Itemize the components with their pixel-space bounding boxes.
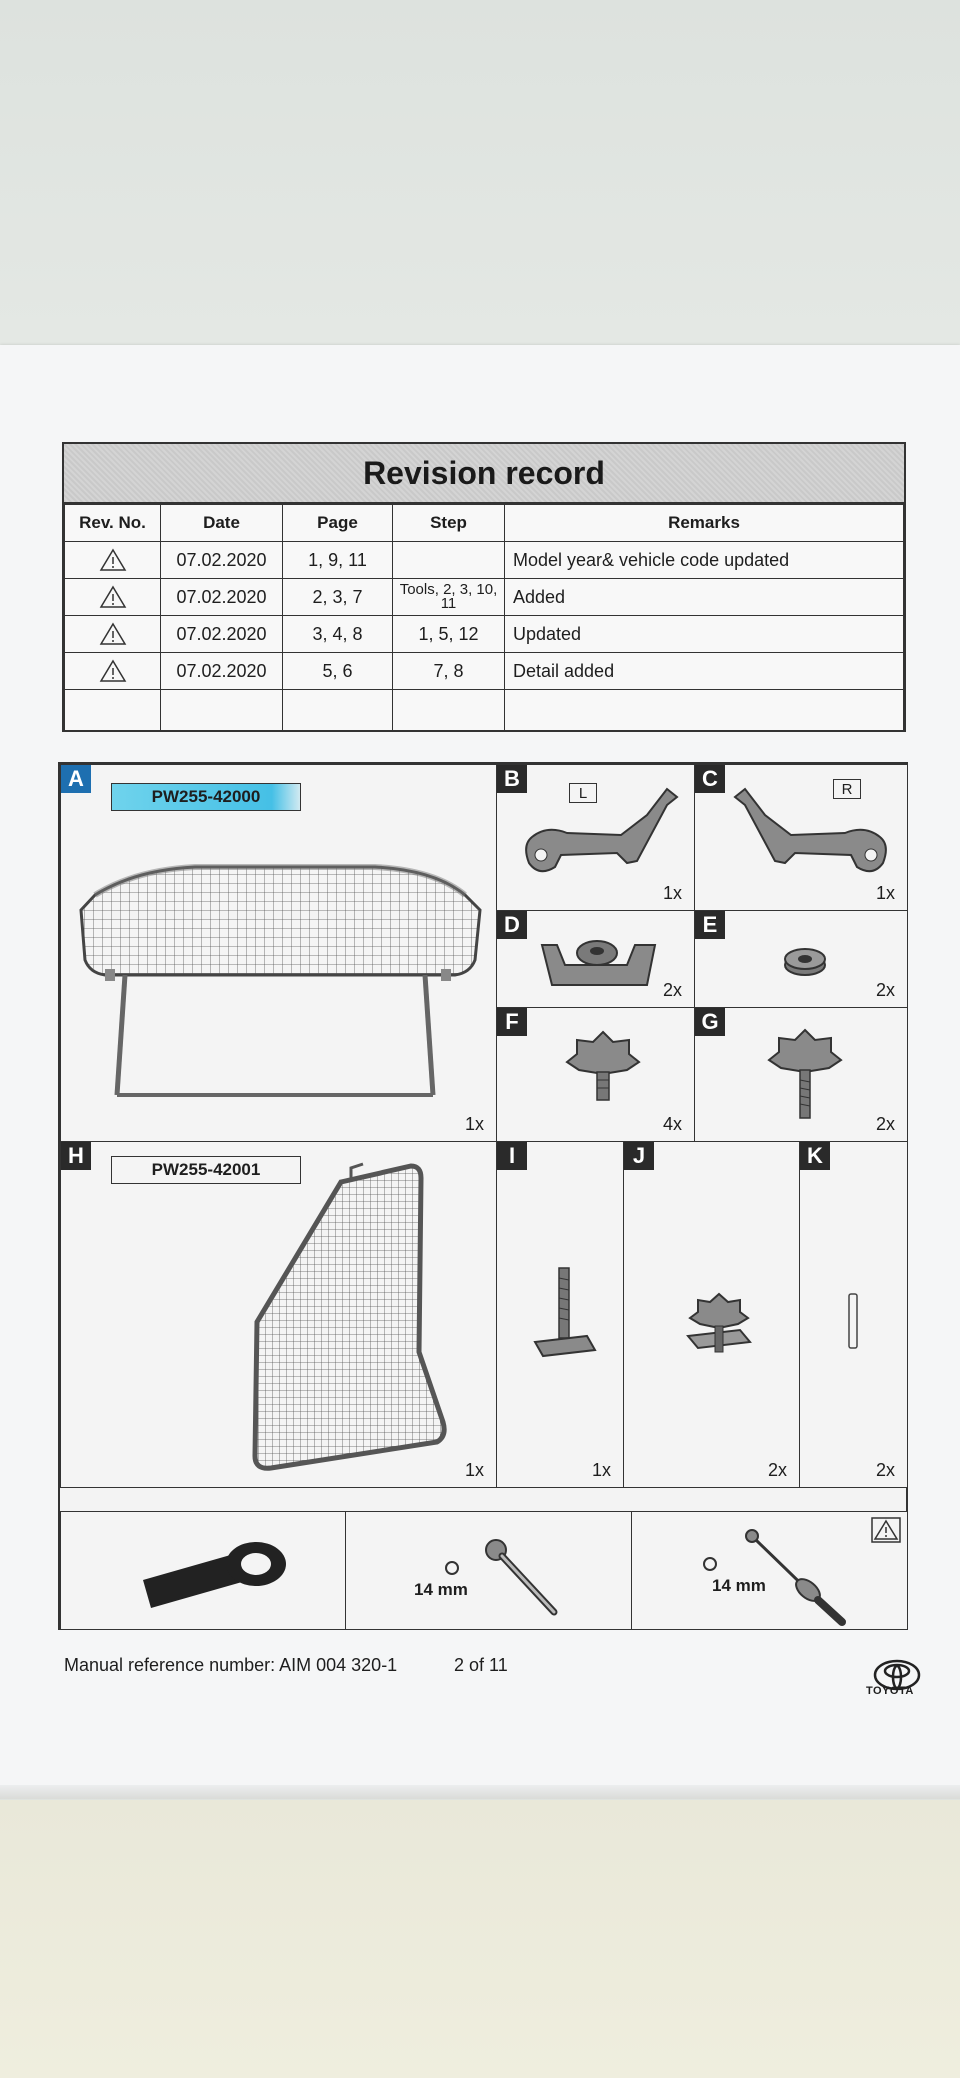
part-quantity: 1x bbox=[464, 1114, 484, 1134]
part-letter: H bbox=[61, 1142, 91, 1170]
part-number: PW255-42001 bbox=[111, 1156, 301, 1184]
table-row bbox=[65, 653, 904, 690]
part-letter: J bbox=[624, 1142, 654, 1170]
part-letter: D bbox=[497, 911, 527, 939]
part-E-cell bbox=[694, 910, 908, 1008]
part-quantity: 1x bbox=[662, 883, 682, 903]
part-letter: E bbox=[695, 911, 725, 939]
side-grille-panel-icon bbox=[251, 1152, 451, 1482]
rev-cell bbox=[65, 616, 161, 653]
table-row-empty bbox=[65, 690, 904, 731]
manual-reference-number: Manual reference number: AIM 004 320-1 bbox=[64, 1655, 398, 1675]
tool-cell-ratchet bbox=[345, 1511, 632, 1630]
tool-cell-torque-wrench bbox=[631, 1511, 908, 1630]
tool-size-label: 14 mm bbox=[712, 1576, 766, 1595]
rev-cell bbox=[65, 653, 161, 690]
brand-name: TOYOTA bbox=[866, 1685, 914, 1697]
part-number: PW255-42000 bbox=[111, 783, 301, 811]
table-row bbox=[65, 616, 904, 653]
column-header: Date bbox=[161, 505, 283, 542]
star-knob-bolt-icon bbox=[765, 1026, 845, 1126]
table-row bbox=[65, 579, 904, 616]
remarks-cell: Model year& vehicle code updated bbox=[505, 542, 904, 579]
revision-record-table bbox=[62, 442, 906, 732]
side-label: R bbox=[833, 779, 861, 799]
star-knob-icon bbox=[563, 1028, 643, 1108]
tool-size-label: 14 mm bbox=[414, 1580, 468, 1599]
column-header: Page bbox=[283, 505, 393, 542]
background-bottom bbox=[0, 1800, 960, 2078]
table-row bbox=[65, 542, 904, 579]
remarks-cell: Added bbox=[505, 579, 904, 616]
part-quantity: 1x bbox=[464, 1460, 484, 1480]
tool-cell-tape bbox=[60, 1511, 346, 1630]
date-cell: 07.02.2020 bbox=[161, 653, 283, 690]
part-H-cell bbox=[60, 1141, 497, 1488]
right-bracket-icon bbox=[725, 785, 895, 885]
washer-icon bbox=[783, 947, 827, 977]
page-cell: 3, 4, 8 bbox=[283, 616, 393, 653]
pin-icon bbox=[846, 1292, 860, 1352]
remarks-cell: Updated bbox=[505, 616, 904, 653]
tape-roll-icon bbox=[141, 1530, 291, 1610]
part-letter: G bbox=[695, 1008, 725, 1036]
column-header: Rev. No. bbox=[65, 505, 161, 542]
part-D-cell bbox=[496, 910, 695, 1008]
warning-triangle-icon bbox=[100, 623, 126, 645]
part-quantity: 2x bbox=[767, 1460, 787, 1480]
page-cell: 2, 3, 7 bbox=[283, 579, 393, 616]
table-header-row bbox=[65, 505, 904, 542]
clamp-nut-icon bbox=[537, 925, 667, 995]
part-C-cell bbox=[694, 764, 908, 911]
warning-triangle-icon bbox=[100, 586, 126, 608]
part-A-cell bbox=[60, 764, 497, 1142]
part-letter: A bbox=[61, 765, 91, 793]
step-cell: 7, 8 bbox=[393, 653, 505, 690]
column-header: Step bbox=[393, 505, 505, 542]
part-F-cell bbox=[496, 1007, 695, 1142]
date-cell: 07.02.2020 bbox=[161, 542, 283, 579]
part-G-cell bbox=[694, 1007, 908, 1142]
column-header: Remarks bbox=[505, 505, 904, 542]
part-quantity: 2x bbox=[875, 1114, 895, 1134]
warning-triangle-icon bbox=[100, 660, 126, 682]
date-cell: 07.02.2020 bbox=[161, 616, 283, 653]
part-quantity: 2x bbox=[875, 1460, 895, 1480]
ratchet-wrench-icon bbox=[436, 1532, 576, 1622]
torque-wrench-icon bbox=[702, 1524, 862, 1624]
warning-triangle-icon bbox=[100, 549, 126, 571]
step-cell: Tools, 2, 3, 10, 11 bbox=[393, 579, 505, 616]
part-letter: C bbox=[695, 765, 725, 793]
part-K-cell bbox=[799, 1141, 908, 1488]
date-cell: 07.02.2020 bbox=[161, 579, 283, 616]
knob-with-plate-icon bbox=[684, 1290, 754, 1360]
background-top bbox=[0, 0, 960, 345]
page-cell: 1, 9, 11 bbox=[283, 542, 393, 579]
step-cell bbox=[393, 542, 505, 579]
part-I-cell bbox=[496, 1141, 624, 1488]
page-edge bbox=[0, 1785, 960, 1799]
part-J-cell bbox=[623, 1141, 800, 1488]
part-quantity: 4x bbox=[662, 1114, 682, 1134]
part-B-cell bbox=[496, 764, 695, 911]
warning-triangle-icon bbox=[872, 1518, 900, 1542]
part-letter: I bbox=[497, 1142, 527, 1170]
page-cell: 5, 6 bbox=[283, 653, 393, 690]
remarks-cell: Detail added bbox=[505, 653, 904, 690]
part-quantity: 1x bbox=[591, 1460, 611, 1480]
part-quantity: 2x bbox=[662, 980, 682, 1000]
page-number: 2 of 11 bbox=[454, 1655, 508, 1675]
t-bolt-icon bbox=[529, 1266, 599, 1366]
step-cell: 1, 5, 12 bbox=[393, 616, 505, 653]
part-letter: K bbox=[800, 1142, 830, 1170]
part-quantity: 2x bbox=[875, 980, 895, 1000]
cargo-barrier-grille-icon bbox=[75, 865, 485, 1105]
part-quantity: 1x bbox=[875, 883, 895, 903]
part-letter: F bbox=[497, 1008, 527, 1036]
rev-cell bbox=[65, 579, 161, 616]
left-bracket-icon bbox=[517, 785, 687, 885]
revision-record-title: Revision record bbox=[64, 444, 904, 504]
part-letter: B bbox=[497, 765, 527, 793]
side-label: L bbox=[569, 783, 597, 803]
rev-cell bbox=[65, 542, 161, 579]
parts-overview bbox=[58, 762, 908, 1630]
